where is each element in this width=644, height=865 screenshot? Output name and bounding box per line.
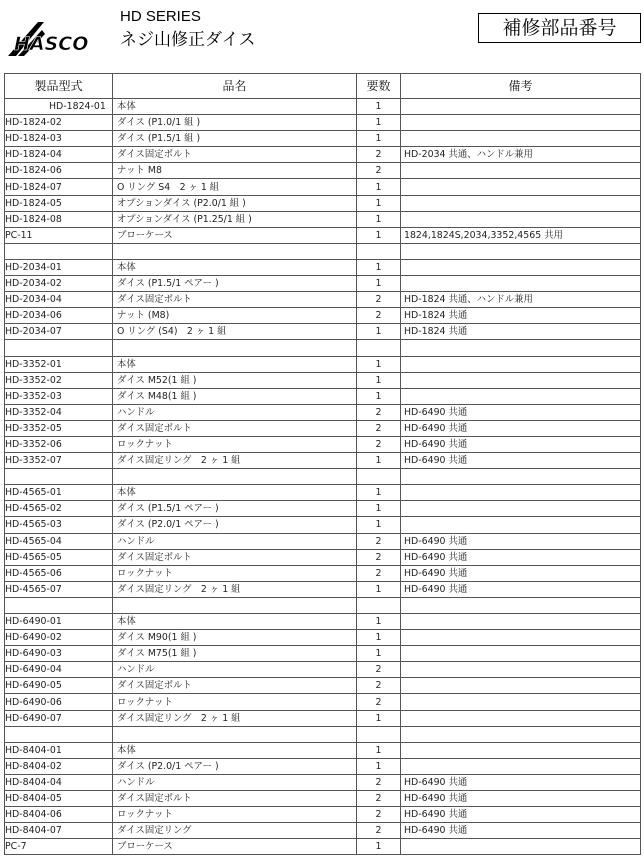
table-row: [5, 420, 641, 436]
cell-note: [401, 388, 641, 404]
cell-note: [401, 646, 641, 662]
table-row: [5, 742, 641, 758]
cell-model: HD-8404-07: [5, 823, 113, 839]
table-row: [5, 549, 641, 565]
table-row: [5, 614, 641, 630]
cell-note: [401, 243, 641, 259]
cell-model: HD-6490-06: [5, 694, 113, 710]
cell-qty: 2: [357, 147, 401, 163]
cell-note: [401, 758, 641, 774]
cell-model: HD-4565-03: [5, 517, 113, 533]
table-row: [5, 276, 641, 292]
cell-name: [113, 243, 357, 259]
cell-note: HD-1824 共通: [401, 324, 641, 340]
cell-note: [401, 662, 641, 678]
table-row: [5, 565, 641, 581]
cell-qty: 1: [357, 453, 401, 469]
cell-note: [401, 485, 641, 501]
cell-note: [401, 356, 641, 372]
cell-qty: 2: [357, 404, 401, 420]
cell-model: HD-6490-07: [5, 710, 113, 726]
cell-note: [401, 131, 641, 147]
table-row: [5, 485, 641, 501]
table-row: [5, 758, 641, 774]
table-body: [5, 99, 641, 855]
table-row: [5, 195, 641, 211]
cell-name: オプションダイス (P2.0/1 組 ): [113, 195, 357, 211]
table-row: [5, 99, 641, 115]
cell-note: HD-6490 共通: [401, 453, 641, 469]
cell-name: ダイス固定ボルト: [113, 292, 357, 308]
logo-text: HASCO: [14, 33, 89, 55]
cell-qty: 2: [357, 292, 401, 308]
table-row-blank: [5, 726, 641, 742]
cell-name: ダイス M52(1 組 ): [113, 372, 357, 388]
cell-name: ダイス固定ボルト: [113, 678, 357, 694]
table-row: [5, 324, 641, 340]
cell-name: ダイス (P1.5/1 ペアー ): [113, 276, 357, 292]
cell-qty: 1: [357, 324, 401, 340]
table-row: [5, 259, 641, 275]
cell-name: 本体: [113, 259, 357, 275]
cell-qty: 1: [357, 276, 401, 292]
table-row-blank: [5, 469, 641, 485]
cell-note: [401, 614, 641, 630]
cell-model: HD-6490-03: [5, 646, 113, 662]
cell-name: O リング (S4) 2 ヶ 1 組: [113, 324, 357, 340]
table-row: [5, 662, 641, 678]
column-header-note: 備考: [401, 74, 641, 99]
cell-note: HD-1824 共通、ハンドル兼用: [401, 292, 641, 308]
cell-note: HD-6490 共通: [401, 774, 641, 790]
cell-model: HD-8404-06: [5, 807, 113, 823]
cell-name: ロックナット: [113, 436, 357, 452]
cell-model: HD-6490-01: [5, 614, 113, 630]
cell-qty: 1: [357, 211, 401, 227]
cell-model: HD-8404-01: [5, 742, 113, 758]
cell-model: HD-1824-06: [5, 163, 113, 179]
cell-model: HD-4565-06: [5, 565, 113, 581]
table-row: [5, 388, 641, 404]
table-row: [5, 791, 641, 807]
cell-qty: 1: [357, 839, 401, 855]
cell-name: ハンドル: [113, 774, 357, 790]
table-row: [5, 308, 641, 324]
cell-qty: 1: [357, 99, 401, 115]
cell-model: HD-4565-04: [5, 533, 113, 549]
cell-name: ダイス固定リング 2 ヶ 1 組: [113, 581, 357, 597]
cell-model: HD-1824-08: [5, 211, 113, 227]
cell-note: HD-1824 共通: [401, 308, 641, 324]
cell-model: HD-1824-02: [5, 115, 113, 131]
cell-qty: 2: [357, 420, 401, 436]
cell-note: [401, 340, 641, 356]
cell-qty: [357, 726, 401, 742]
table-row: [5, 678, 641, 694]
cell-model: HD-2034-07: [5, 324, 113, 340]
cell-name: ブローケース: [113, 839, 357, 855]
hasco-logo: [4, 20, 116, 56]
cell-qty: 2: [357, 436, 401, 452]
cell-model: HD-4565-05: [5, 549, 113, 565]
table-row: [5, 131, 641, 147]
cell-note: HD-6490 共通: [401, 420, 641, 436]
cell-note: HD-2034 共通、ハンドル兼用: [401, 147, 641, 163]
cell-note: [401, 694, 641, 710]
cell-name: ナット (M8): [113, 308, 357, 324]
cell-note: [401, 501, 641, 517]
cell-note: [401, 710, 641, 726]
table-row: [5, 292, 641, 308]
cell-name: ハンドル: [113, 533, 357, 549]
cell-note: HD-6490 共通: [401, 823, 641, 839]
table-row-blank: [5, 340, 641, 356]
table-header-row: [5, 74, 641, 99]
cell-name: ハンドル: [113, 662, 357, 678]
cell-model: HD-1824-07: [5, 179, 113, 195]
table-row: [5, 115, 641, 131]
cell-name: オプションダイス (P1.25/1 組 ): [113, 211, 357, 227]
table-row: [5, 501, 641, 517]
cell-note: [401, 726, 641, 742]
table-row: [5, 807, 641, 823]
cell-name: ダイス固定リング: [113, 823, 357, 839]
column-header-qty: 要数: [357, 74, 401, 99]
parts-table: [4, 73, 641, 855]
table-row: [5, 646, 641, 662]
cell-note: HD-6490 共通: [401, 436, 641, 452]
cell-model: PC-11: [5, 227, 113, 243]
table-row: [5, 147, 641, 163]
cell-note: HD-6490 共通: [401, 533, 641, 549]
cell-note: [401, 259, 641, 275]
cell-note: [401, 276, 641, 292]
cell-name: ダイス (P2.0/1 ペアー ): [113, 758, 357, 774]
cell-qty: 1: [357, 758, 401, 774]
cell-name: [113, 469, 357, 485]
series-title: HD SERIES: [120, 8, 201, 25]
cell-qty: 2: [357, 823, 401, 839]
table-row: [5, 694, 641, 710]
cell-qty: [357, 340, 401, 356]
cell-note: 1824,1824S,2034,3352,4565 共用: [401, 227, 641, 243]
cell-qty: 1: [357, 195, 401, 211]
cell-name: ロックナット: [113, 694, 357, 710]
table-row: [5, 372, 641, 388]
cell-name: ダイス (P1.5/1 組 ): [113, 131, 357, 147]
cell-model: [5, 597, 113, 613]
cell-note: [401, 839, 641, 855]
cell-qty: 2: [357, 549, 401, 565]
cell-qty: 2: [357, 565, 401, 581]
cell-name: ダイス固定ボルト: [113, 791, 357, 807]
table-row: [5, 227, 641, 243]
cell-name: ダイス (P1.5/1 ペアー ): [113, 501, 357, 517]
cell-note: [401, 678, 641, 694]
cell-model: HD-8404-02: [5, 758, 113, 774]
cell-name: ダイス固定リング 2 ヶ 1 組: [113, 453, 357, 469]
cell-qty: 2: [357, 807, 401, 823]
cell-name: 本体: [113, 614, 357, 630]
cell-qty: [357, 597, 401, 613]
cell-qty: 2: [357, 694, 401, 710]
cell-name: 本体: [113, 356, 357, 372]
cell-note: HD-6490 共通: [401, 549, 641, 565]
cell-model: [5, 340, 113, 356]
cell-model: HD-3352-06: [5, 436, 113, 452]
table-row: [5, 581, 641, 597]
cell-model: HD-1824-01: [5, 99, 113, 115]
cell-note: [401, 163, 641, 179]
cell-name: ダイス固定ボルト: [113, 420, 357, 436]
cell-qty: 1: [357, 742, 401, 758]
cell-note: [401, 630, 641, 646]
cell-qty: 2: [357, 308, 401, 324]
cell-qty: 1: [357, 179, 401, 195]
cell-qty: 1: [357, 115, 401, 131]
table-row: [5, 517, 641, 533]
cell-qty: 1: [357, 372, 401, 388]
cell-note: HD-6490 共通: [401, 404, 641, 420]
cell-model: HD-3352-07: [5, 453, 113, 469]
cell-name: ダイス M90(1 組 ): [113, 630, 357, 646]
cell-model: HD-2034-01: [5, 259, 113, 275]
cell-qty: 1: [357, 614, 401, 630]
cell-note: [401, 179, 641, 195]
cell-qty: 1: [357, 581, 401, 597]
cell-qty: 1: [357, 630, 401, 646]
cell-name: ハンドル: [113, 404, 357, 420]
cell-qty: [357, 469, 401, 485]
cell-name: ダイス M75(1 組 ): [113, 646, 357, 662]
cell-qty: 2: [357, 662, 401, 678]
cell-model: HD-2034-04: [5, 292, 113, 308]
cell-model: HD-8404-04: [5, 774, 113, 790]
cell-note: [401, 99, 641, 115]
cell-qty: 2: [357, 533, 401, 549]
page-header: [0, 0, 644, 70]
cell-model: PC-7: [5, 839, 113, 855]
cell-note: [401, 469, 641, 485]
cell-name: ダイス固定リング 2 ヶ 1 組: [113, 710, 357, 726]
cell-note: [401, 372, 641, 388]
cell-qty: 2: [357, 678, 401, 694]
cell-qty: 1: [357, 517, 401, 533]
table-row: [5, 710, 641, 726]
cell-model: HD-1824-03: [5, 131, 113, 147]
cell-qty: 2: [357, 774, 401, 790]
cell-note: HD-6490 共通: [401, 807, 641, 823]
cell-model: HD-4565-07: [5, 581, 113, 597]
parts-number-label: 補修部品番号: [478, 13, 641, 43]
cell-qty: 1: [357, 646, 401, 662]
cell-name: ナット M8: [113, 163, 357, 179]
cell-model: HD-3352-04: [5, 404, 113, 420]
table-row: [5, 839, 641, 855]
cell-name: [113, 597, 357, 613]
table-row: [5, 356, 641, 372]
cell-model: HD-3352-03: [5, 388, 113, 404]
cell-model: HD-3352-01: [5, 356, 113, 372]
cell-note: [401, 195, 641, 211]
cell-model: HD-2034-02: [5, 276, 113, 292]
cell-qty: 2: [357, 163, 401, 179]
cell-note: [401, 211, 641, 227]
cell-note: [401, 115, 641, 131]
cell-model: HD-3352-02: [5, 372, 113, 388]
column-header-name: 品名: [113, 74, 357, 99]
table-row: [5, 404, 641, 420]
cell-name: ロックナット: [113, 807, 357, 823]
cell-name: ダイス (P1.0/1 組 ): [113, 115, 357, 131]
table-row-blank: [5, 597, 641, 613]
cell-model: HD-4565-01: [5, 485, 113, 501]
cell-name: ダイス固定ボルト: [113, 549, 357, 565]
cell-name: [113, 726, 357, 742]
cell-qty: 1: [357, 131, 401, 147]
cell-name: 本体: [113, 485, 357, 501]
cell-note: [401, 597, 641, 613]
table-row: [5, 163, 641, 179]
cell-note: HD-6490 共通: [401, 581, 641, 597]
cell-qty: 1: [357, 227, 401, 243]
cell-name: ロックナット: [113, 565, 357, 581]
cell-name: ダイス固定ボルト: [113, 147, 357, 163]
cell-note: [401, 517, 641, 533]
cell-qty: 1: [357, 356, 401, 372]
cell-model: HD-6490-04: [5, 662, 113, 678]
cell-note: HD-6490 共通: [401, 791, 641, 807]
cell-name: ダイス (P2.0/1 ペアー ): [113, 517, 357, 533]
table-row: [5, 453, 641, 469]
cell-name: 本体: [113, 99, 357, 115]
cell-qty: [357, 243, 401, 259]
table-row: [5, 436, 641, 452]
cell-note: [401, 742, 641, 758]
table-row: [5, 179, 641, 195]
cell-model: HD-6490-05: [5, 678, 113, 694]
product-subtitle: ネジ山修正ダイス: [120, 30, 256, 50]
table-row: [5, 630, 641, 646]
cell-name: ブローケース: [113, 227, 357, 243]
cell-name: 本体: [113, 742, 357, 758]
cell-model: [5, 469, 113, 485]
table-row: [5, 823, 641, 839]
cell-model: HD-1824-04: [5, 147, 113, 163]
table-row: [5, 774, 641, 790]
cell-model: HD-8404-05: [5, 791, 113, 807]
cell-model: HD-2034-06: [5, 308, 113, 324]
cell-model: HD-3352-05: [5, 420, 113, 436]
cell-qty: 2: [357, 791, 401, 807]
cell-model: HD-4565-02: [5, 501, 113, 517]
cell-model: HD-1824-05: [5, 195, 113, 211]
cell-qty: 1: [357, 485, 401, 501]
cell-model: [5, 243, 113, 259]
cell-qty: 1: [357, 388, 401, 404]
cell-qty: 1: [357, 710, 401, 726]
cell-name: O リング S4 2 ヶ 1 組: [113, 179, 357, 195]
table-row: [5, 211, 641, 227]
column-header-model: 製品型式: [5, 74, 113, 99]
cell-model: HD-6490-02: [5, 630, 113, 646]
cell-name: [113, 340, 357, 356]
cell-name: ダイス M48(1 組 ): [113, 388, 357, 404]
cell-model: [5, 726, 113, 742]
cell-qty: 1: [357, 259, 401, 275]
cell-qty: 1: [357, 501, 401, 517]
table-row-blank: [5, 243, 641, 259]
table-row: [5, 533, 641, 549]
cell-note: HD-6490 共通: [401, 565, 641, 581]
